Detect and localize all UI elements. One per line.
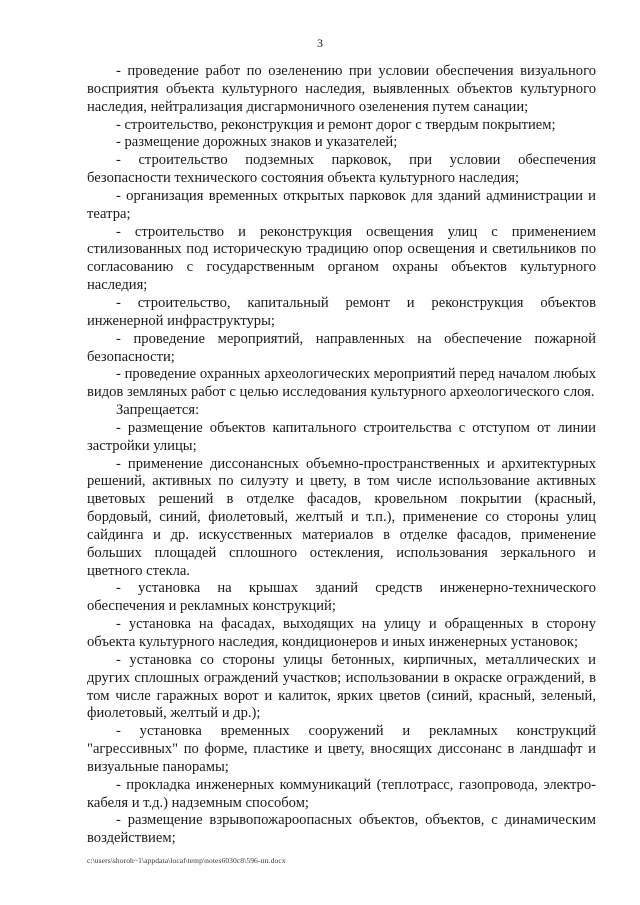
paragraph: - строительство и реконструкция освещения улиц с применением стилизованных под историческую традицию опор освещения и светильников по согласованию с государственным органом охраны объектов культурного наследия; — [87, 223, 596, 294]
paragraph: - строительство, реконструкция и ремонт дорог с твердым покрытием; — [116, 116, 556, 133]
paragraph: - установка временных сооружений и рекламных конструкций "агрессивных" по форме, пластике и цвету, вносящих диссонанс в ландшафт и визуальные панорамы; — [87, 723, 596, 775]
paragraph: - установка на крышах зданий средств инженерно-технического обеспечения и рекламных конструкций; — [87, 580, 596, 615]
paragraph: - проведение работ по озеленению при условии обеспечения визуального восприятия объекта культурного наследия, выявленных объектов культурного наследия, нейтрализация дисгармоничного озеленения путем санации; — [87, 63, 596, 115]
paragraph: - размещение объектов капитального строительства с отступом от линии застройки улицы; — [87, 419, 596, 454]
paragraph: - организация временных открытых парковок для зданий администрации и театра; — [87, 187, 596, 222]
paragraph: - прокладка инженерных коммуникаций (теплотрасс, газопровода, электро-кабеля и т.д.) надземным способом; — [87, 776, 596, 811]
section-heading: Запрещается: — [116, 402, 200, 419]
paragraph: - проведение охранных археологических мероприятий перед началом любых видов земляных работ с целью исследования культурного археологического слоя. — [87, 366, 596, 401]
paragraph: - размещение дорожных знаков и указателей; — [116, 134, 398, 151]
footer-file-path: c:\users\shoroh~1\appdata\local\temp\notes6030c8\596-пп.docx — [87, 856, 286, 865]
paragraph: - строительство подземных парковок, при условии обеспечения безопасности технического состояния объекта культурного наследия; — [87, 152, 596, 187]
document-body — [87, 63, 596, 848]
paragraph: - установка на фасадах, выходящих на улицу и обращенных в сторону объекта культурного наследия, кондиционеров и иных инженерных установок; — [87, 616, 596, 650]
paragraph: - применение диссонансных объемно-пространственных и архитектурных решений, активных по силуэту и цвету, в том числе использование активных цветовых решений в отделке фасадов, кровельном покрытии (красный, бордовый, синий, фиолетовый, желтый и т.п.), применение со стороны улиц сайдинга и др. искусственных материалов в отделке фасадов, применение больших площадей сплошного остекления, использования зеркального и цветного стекла. — [87, 455, 596, 579]
page-number: 3 — [317, 36, 323, 50]
paragraph: - размещение взрывопожароопасных объектов, объектов, с динамическим воздействием; — [87, 812, 596, 847]
paragraph: - проведение мероприятий, направленных на обеспечение пожарной безопасности; — [87, 330, 596, 365]
paragraph: - установка со стороны улицы бетонных, кирпичных, металлических и других сплошных ограждений участков; использовании в окраске ограждений, в том числе гаражных ворот и калиток, ярких цветов (синий, красный, зеленый, фиолетовый, желтый и др.); — [87, 651, 596, 722]
paragraph: - строительство, капитальный ремонт и реконструкция объектов инженерной инфраструктуры; — [87, 294, 596, 329]
